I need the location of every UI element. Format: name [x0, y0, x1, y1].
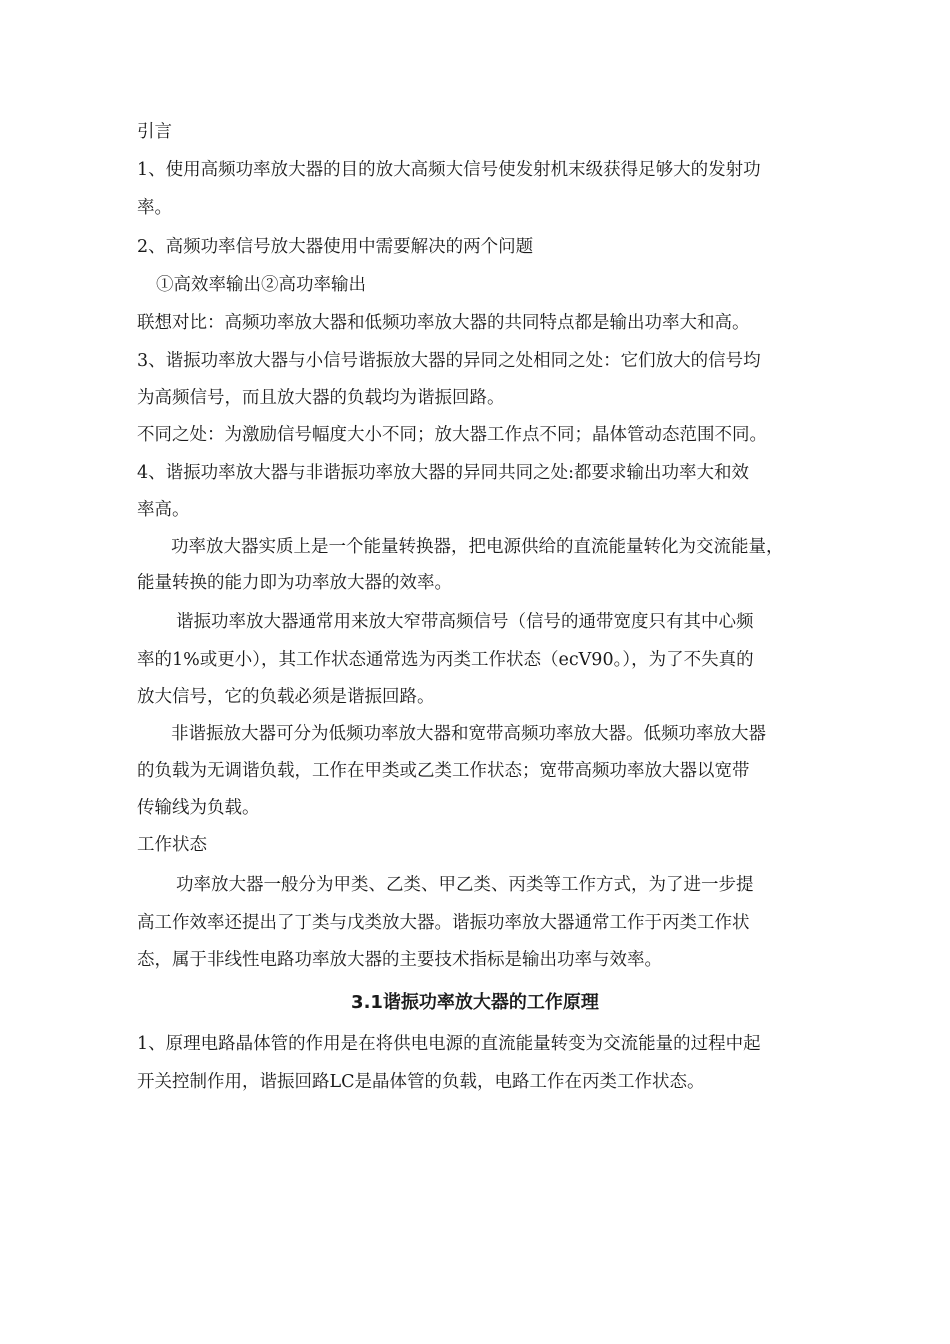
text-line: 的负载为无调谐负载，工作在甲类或乙类工作状态；宽带高频功率放大器以宽带	[137, 761, 750, 781]
text-line: 放大信号，它的负载必须是谐振回路。	[137, 687, 435, 707]
text-line: 4、谐振功率放大器与非谐振功率放大器的异同共同之处:都要求输出功率大和效	[137, 463, 750, 483]
text-line: 功率放大器实质上是一个能量转换器，把电源供给的直流能量转化为交流能量，	[171, 537, 784, 557]
text-line: 功率放大器一般分为甲类、乙类、甲乙类、丙类等工作方式，为了进一步提	[176, 875, 754, 895]
text-line: ①高效率输出②高功率输出	[156, 275, 366, 295]
text-line: 谐振功率放大器通常用来放大窄带高频信号（信号的通带宽度只有其中心频	[176, 612, 754, 632]
subheading: 工作状态	[137, 835, 207, 855]
text-line: 率。	[137, 198, 172, 218]
text-line: 不同之处：为激励信号幅度大小不同；放大器工作点不同；晶体管动态范围不同。	[137, 425, 767, 445]
text-line: 率高。	[137, 500, 190, 520]
text-line: 3、谐振功率放大器与小信号谐振放大器的异同之处相同之处：它们放大的信号均	[137, 351, 761, 371]
text-line: 2、高频功率信号放大器使用中需要解决的两个问题	[137, 237, 534, 257]
text-line: 率的1%或更小），其工作状态通常选为丙类工作状态（ecV90。），为了不失真的	[137, 650, 754, 670]
text-line: 联想对比：高频功率放大器和低频功率放大器的共同特点都是输出功率大和高。	[137, 313, 750, 333]
document-title: 引言	[137, 122, 172, 142]
text-line: 传输线为负载。	[137, 798, 260, 818]
text-line: 态，属于非线性电路功率放大器的主要技术指标是输出功率与效率。	[137, 950, 662, 970]
text-line: 1、使用高频功率放大器的目的放大高频大信号使发射机末级获得足够大的发射功	[137, 160, 761, 180]
text-line: 高工作效率还提出了丁类与戊类放大器。谐振功率放大器通常工作于丙类工作状	[137, 913, 750, 933]
text-line: 非谐振放大器可分为低频功率放大器和宽带高频功率放大器。低频功率放大器	[171, 724, 766, 744]
text-line: 1、原理电路晶体管的作用是在将供电电源的直流能量转变为交流能量的过程中起	[137, 1034, 761, 1054]
text-line: 开关控制作用，谐振回路LC是晶体管的负载，电路工作在丙类工作状态。	[137, 1072, 705, 1092]
section-heading: 3.1谐振功率放大器的工作原理	[351, 992, 599, 1013]
text-line: 能量转换的能力即为功率放大器的效率。	[137, 573, 452, 593]
text-line: 为高频信号，而且放大器的负载均为谐振回路。	[137, 388, 505, 408]
